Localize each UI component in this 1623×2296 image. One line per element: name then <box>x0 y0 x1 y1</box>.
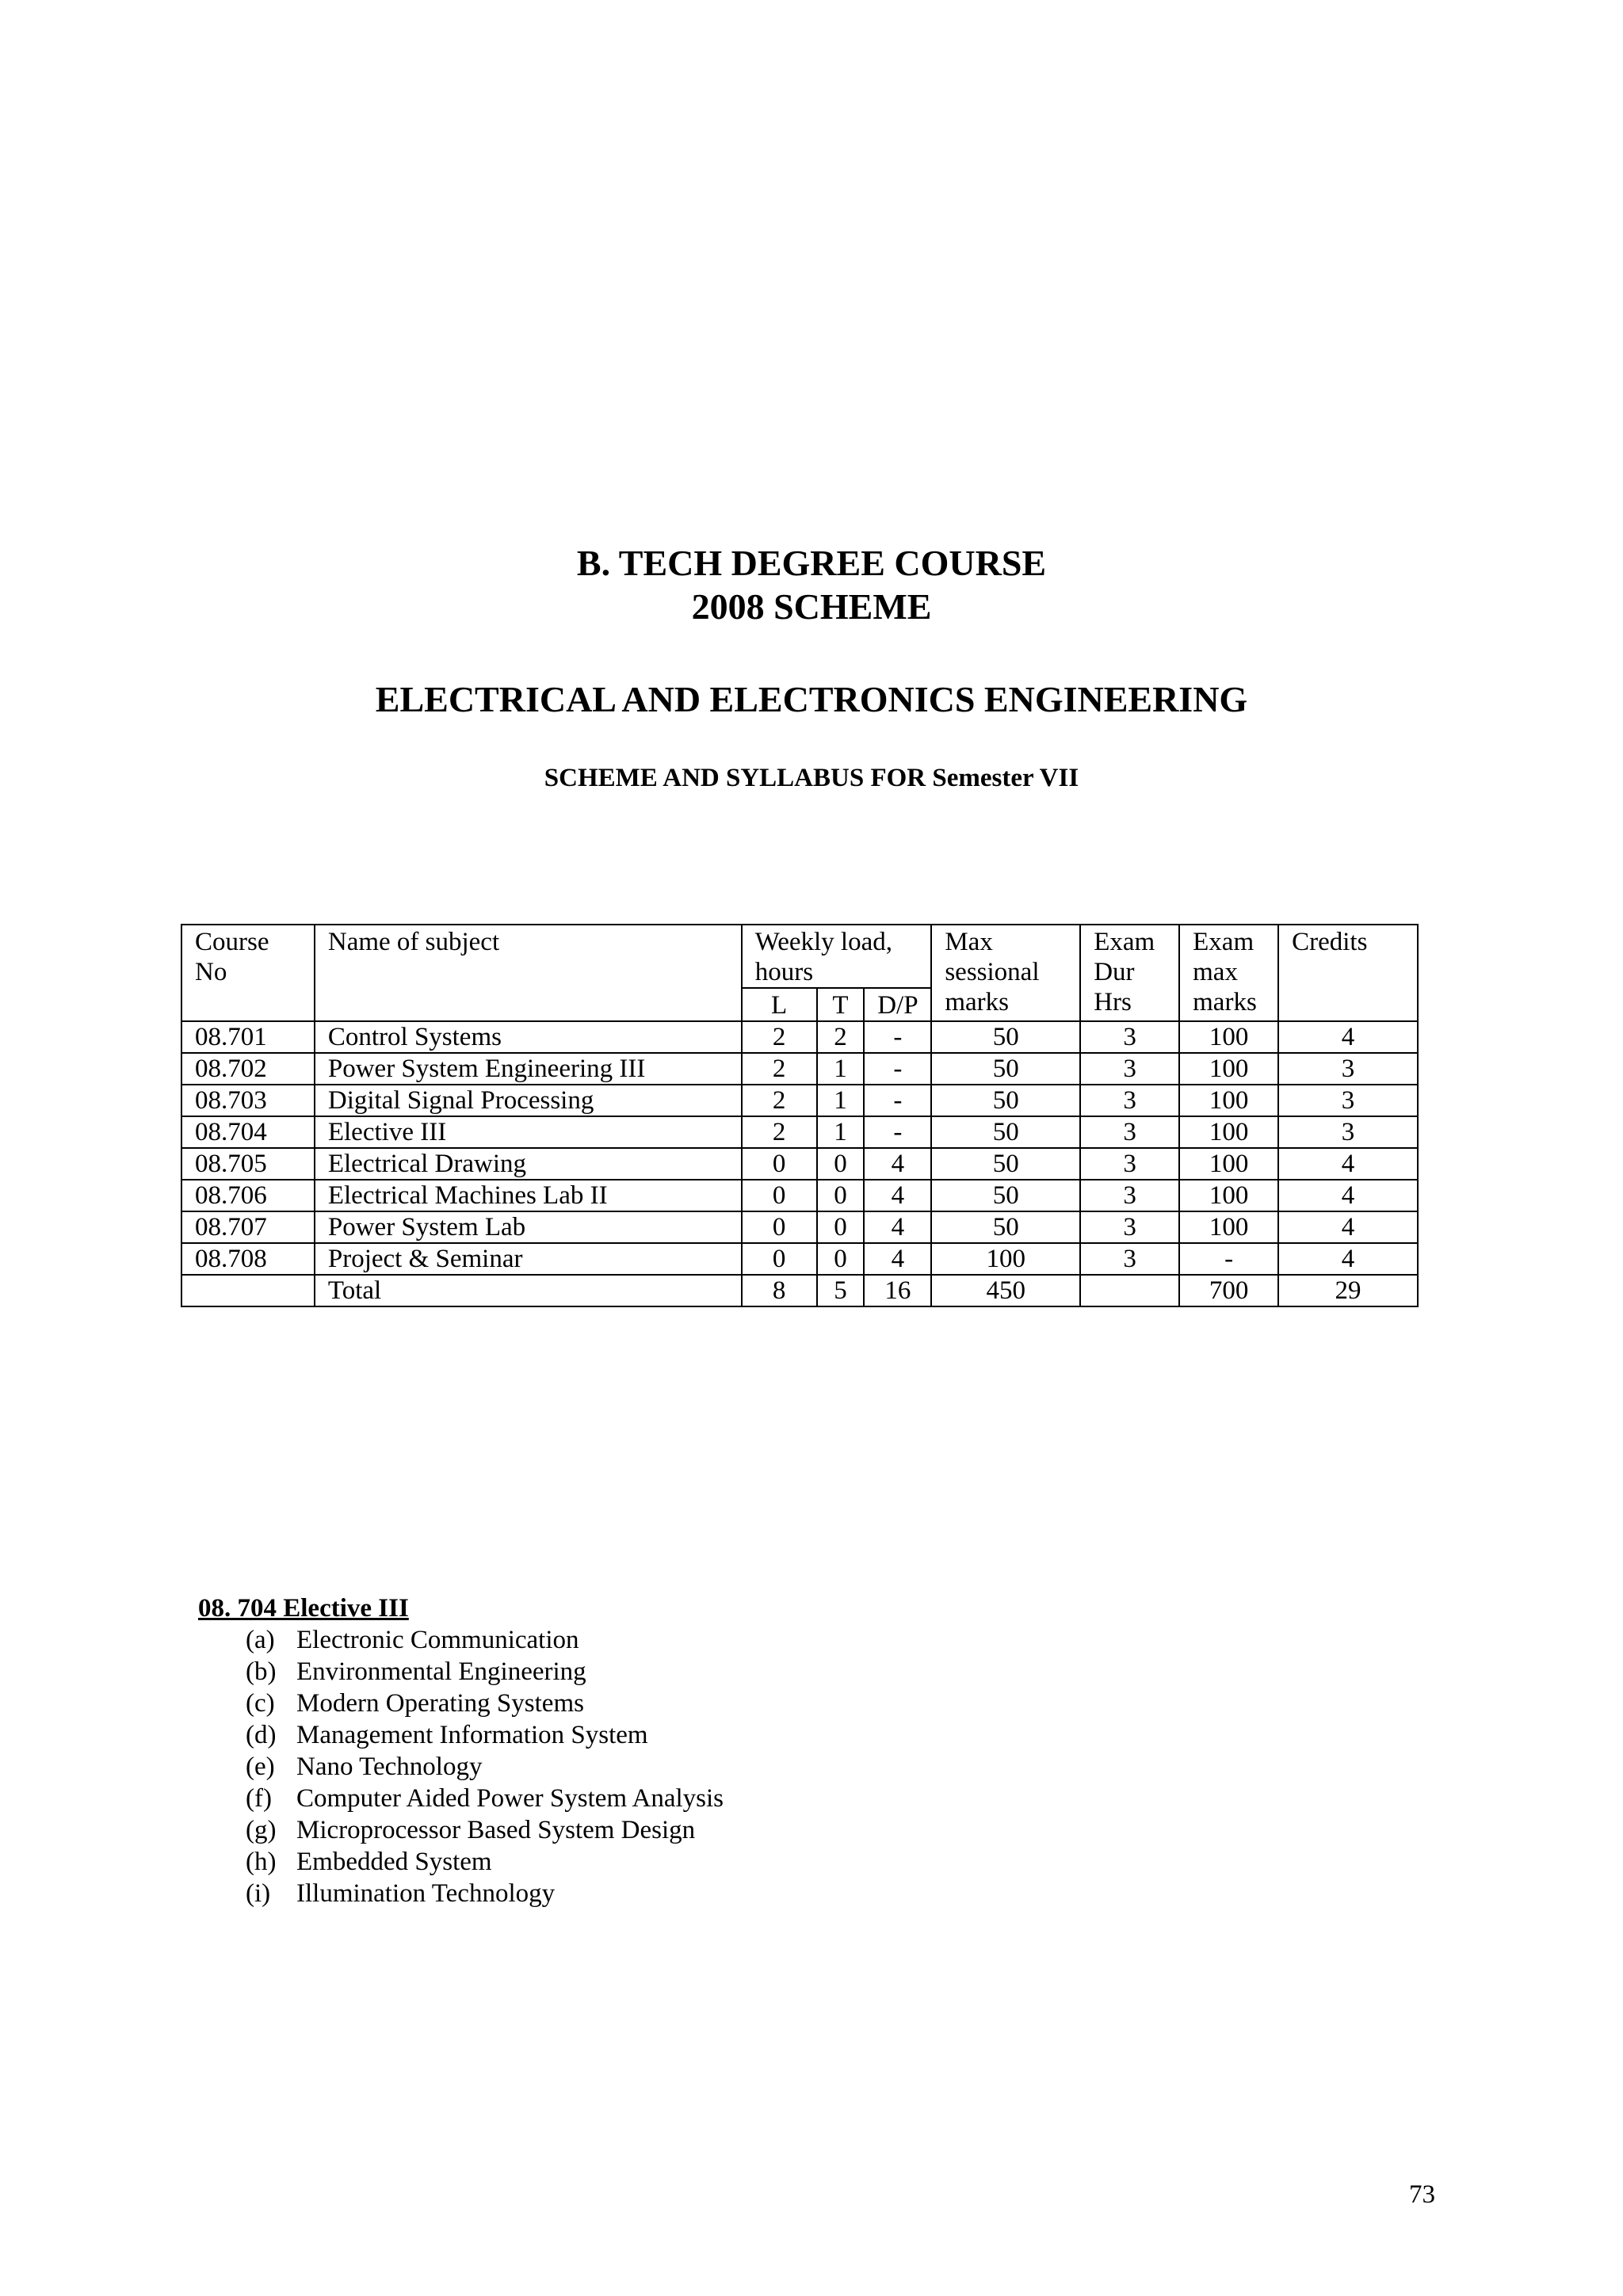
cell-drawing-practical: 4 <box>864 1243 931 1275</box>
cell-exam-duration: 3 <box>1080 1180 1179 1211</box>
cell-drawing-practical: 4 <box>864 1211 931 1243</box>
cell-lecture: 8 <box>742 1275 817 1306</box>
elective-section <box>198 1592 724 1909</box>
table-row <box>181 1085 1418 1116</box>
elective-item-marker: (h) <box>246 1848 277 1876</box>
elective-item <box>246 1751 724 1783</box>
cell-exam-duration: 3 <box>1080 1148 1179 1180</box>
cell-exam-duration: 3 <box>1080 1085 1179 1116</box>
cell-credits: 4 <box>1278 1211 1418 1243</box>
elective-item-marker: (a) <box>246 1626 275 1654</box>
cell-sessional-marks: 450 <box>931 1275 1080 1306</box>
header-sessional-marks: Max sessional marks <box>931 925 1080 1021</box>
cell-sessional-marks: 50 <box>931 1053 1080 1085</box>
cell-exam-max-marks: 700 <box>1179 1275 1278 1306</box>
page-number: 73 <box>1409 2180 1435 2209</box>
cell-course-no: 08.705 <box>181 1148 315 1180</box>
elective-item-marker: (d) <box>246 1721 277 1749</box>
cell-course-no: 08.703 <box>181 1085 315 1116</box>
elective-item-label: Management Information System <box>296 1721 648 1749</box>
cell-subject-name: Elective III <box>315 1116 742 1148</box>
elective-item-marker: (g) <box>246 1816 277 1844</box>
semester-subtitle: SCHEME AND SYLLABUS FOR Semester VII <box>544 764 1079 792</box>
cell-lecture: 0 <box>742 1148 817 1180</box>
cell-sessional-marks: 50 <box>931 1211 1080 1243</box>
elective-item-label: Microprocessor Based System Design <box>296 1816 696 1844</box>
cell-sessional-marks: 50 <box>931 1085 1080 1116</box>
cell-drawing-practical: 4 <box>864 1180 931 1211</box>
cell-course-no: 08.708 <box>181 1243 315 1275</box>
cell-exam-max-marks: 100 <box>1179 1211 1278 1243</box>
cell-tutorial: 0 <box>817 1148 865 1180</box>
cell-lecture: 2 <box>742 1085 817 1116</box>
elective-item-label: Computer Aided Power System Analysis <box>296 1784 724 1813</box>
cell-exam-max-marks: 100 <box>1179 1053 1278 1085</box>
cell-credits: 4 <box>1278 1148 1418 1180</box>
elective-item-label: Embedded System <box>296 1848 492 1876</box>
cell-lecture: 0 <box>742 1211 817 1243</box>
cell-credits: 3 <box>1278 1116 1418 1148</box>
header-course-no: Course No <box>181 925 315 1021</box>
cell-subject-name: Digital Signal Processing <box>315 1085 742 1116</box>
cell-lecture: 2 <box>742 1053 817 1085</box>
elective-list <box>198 1624 724 1909</box>
cell-tutorial: 0 <box>817 1243 865 1275</box>
header-tutorial: T <box>817 988 865 1021</box>
elective-item-marker: (e) <box>246 1753 275 1781</box>
cell-drawing-practical: - <box>864 1053 931 1085</box>
table-row <box>181 1243 1418 1275</box>
cell-course-no <box>181 1275 315 1306</box>
cell-credits: 4 <box>1278 1021 1418 1053</box>
table-row <box>181 1021 1418 1053</box>
elective-heading: 08. 704 Elective III <box>198 1594 409 1623</box>
cell-exam-max-marks: 100 <box>1179 1085 1278 1116</box>
header-drawing-practical: D/P <box>864 988 931 1021</box>
header-weekly-load: Weekly load, hours <box>742 925 932 988</box>
table-total-row <box>181 1275 1418 1306</box>
elective-item <box>246 1878 724 1909</box>
header-exam-duration: Exam Dur Hrs <box>1080 925 1179 1021</box>
header-subject-name: Name of subject <box>315 925 742 1021</box>
cell-exam-max-marks: 100 <box>1179 1180 1278 1211</box>
cell-sessional-marks: 100 <box>931 1243 1080 1275</box>
cell-drawing-practical: 16 <box>864 1275 931 1306</box>
cell-course-no: 08.706 <box>181 1180 315 1211</box>
cell-subject-name: Total <box>315 1275 742 1306</box>
cell-tutorial: 0 <box>817 1211 865 1243</box>
elective-item-marker: (b) <box>246 1657 277 1686</box>
cell-exam-max-marks: 100 <box>1179 1116 1278 1148</box>
cell-tutorial: 0 <box>817 1180 865 1211</box>
elective-item-label: Modern Operating Systems <box>296 1689 584 1718</box>
elective-item-marker: (f) <box>246 1784 272 1813</box>
cell-credits: 29 <box>1278 1275 1418 1306</box>
table-row <box>181 1053 1418 1085</box>
branch-title: ELECTRICAL AND ELECTRONICS ENGINEERING <box>375 679 1248 719</box>
cell-exam-duration: 3 <box>1080 1211 1179 1243</box>
elective-item-label: Nano Technology <box>296 1753 483 1781</box>
cell-subject-name: Project & Seminar <box>315 1243 742 1275</box>
elective-item-label: Environmental Engineering <box>296 1657 586 1686</box>
cell-exam-duration: 3 <box>1080 1053 1179 1085</box>
header-exam-max-marks: Exam max marks <box>1179 925 1278 1021</box>
cell-exam-max-marks: - <box>1179 1243 1278 1275</box>
elective-item-marker: (c) <box>246 1689 275 1718</box>
cell-course-no: 08.704 <box>181 1116 315 1148</box>
elective-item <box>246 1783 724 1814</box>
table-row <box>181 1116 1418 1148</box>
cell-lecture: 2 <box>742 1021 817 1053</box>
elective-item-label: Electronic Communication <box>296 1626 579 1654</box>
cell-exam-duration: 3 <box>1080 1116 1179 1148</box>
cell-sessional-marks: 50 <box>931 1116 1080 1148</box>
cell-lecture: 0 <box>742 1180 817 1211</box>
elective-item <box>246 1656 724 1688</box>
cell-exam-duration <box>1080 1275 1179 1306</box>
cell-drawing-practical: - <box>864 1116 931 1148</box>
table-header-row <box>181 925 1418 988</box>
cell-course-no: 08.702 <box>181 1053 315 1085</box>
cell-subject-name: Electrical Machines Lab II <box>315 1180 742 1211</box>
elective-item <box>246 1814 724 1846</box>
cell-drawing-practical: 4 <box>864 1148 931 1180</box>
cell-sessional-marks: 50 <box>931 1180 1080 1211</box>
elective-item <box>246 1624 724 1656</box>
cell-subject-name: Electrical Drawing <box>315 1148 742 1180</box>
cell-credits: 4 <box>1278 1243 1418 1275</box>
table-row <box>181 1211 1418 1243</box>
cell-credits: 3 <box>1278 1085 1418 1116</box>
cell-tutorial: 2 <box>817 1021 865 1053</box>
cell-exam-max-marks: 100 <box>1179 1148 1278 1180</box>
elective-item <box>246 1719 724 1751</box>
cell-exam-duration: 3 <box>1080 1021 1179 1053</box>
cell-lecture: 2 <box>742 1116 817 1148</box>
cell-course-no: 08.707 <box>181 1211 315 1243</box>
cell-tutorial: 5 <box>817 1275 865 1306</box>
cell-sessional-marks: 50 <box>931 1021 1080 1053</box>
table-row <box>181 1180 1418 1211</box>
cell-credits: 4 <box>1278 1180 1418 1211</box>
cell-subject-name: Power System Lab <box>315 1211 742 1243</box>
cell-exam-max-marks: 100 <box>1179 1021 1278 1053</box>
cell-credits: 3 <box>1278 1053 1418 1085</box>
table-row <box>181 1148 1418 1180</box>
cell-exam-duration: 3 <box>1080 1243 1179 1275</box>
course-title: B. TECH DEGREE COURSE <box>576 543 1047 583</box>
elective-item-label: Illumination Technology <box>296 1879 556 1908</box>
cell-lecture: 0 <box>742 1243 817 1275</box>
elective-item-marker: (i) <box>246 1879 271 1908</box>
cell-tutorial: 1 <box>817 1053 865 1085</box>
cell-tutorial: 1 <box>817 1085 865 1116</box>
cell-sessional-marks: 50 <box>931 1148 1080 1180</box>
header-credits: Credits <box>1278 925 1418 1021</box>
header-lecture: L <box>742 988 817 1021</box>
cell-drawing-practical: - <box>864 1085 931 1116</box>
cell-tutorial: 1 <box>817 1116 865 1148</box>
elective-item <box>246 1688 724 1719</box>
cell-subject-name: Control Systems <box>315 1021 742 1053</box>
scheme-table <box>181 924 1419 1307</box>
cell-drawing-practical: - <box>864 1021 931 1053</box>
scheme-year: 2008 SCHEME <box>691 586 932 627</box>
cell-course-no: 08.701 <box>181 1021 315 1053</box>
cell-subject-name: Power System Engineering III <box>315 1053 742 1085</box>
elective-item <box>246 1846 724 1878</box>
